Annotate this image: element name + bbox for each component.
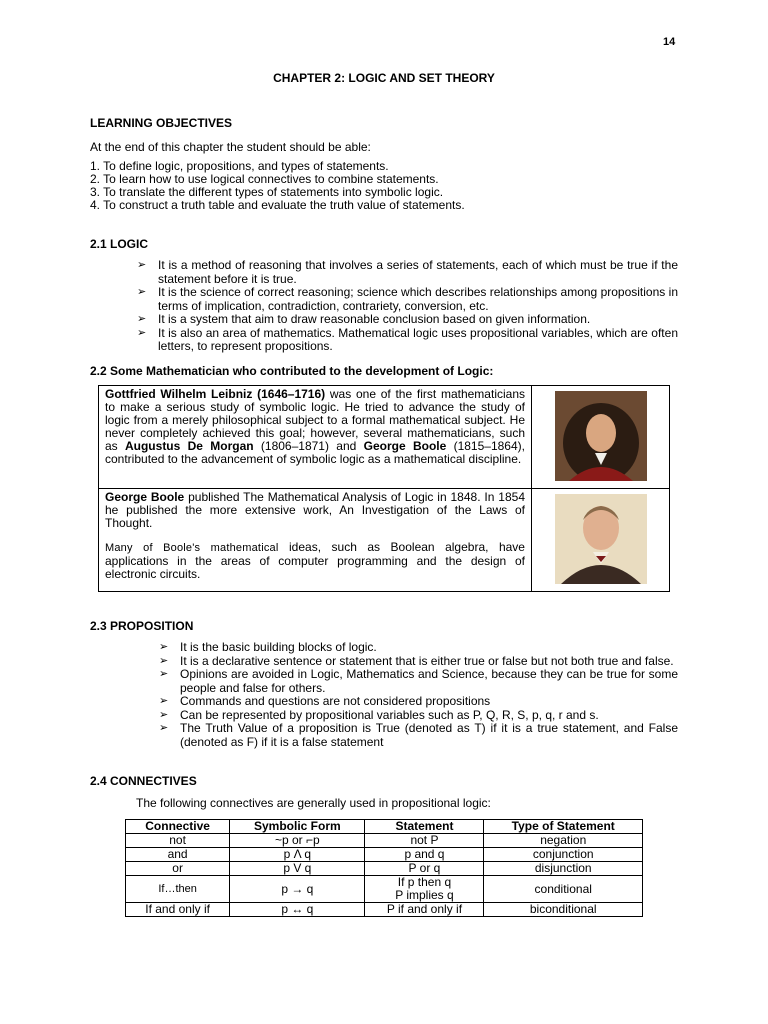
arrow-bullet-icon: ➢ xyxy=(159,641,169,653)
objectives-heading: LEARNING OBJECTIVES xyxy=(90,116,233,130)
mathematicians-table xyxy=(98,385,670,592)
boole-name: George Boole xyxy=(363,439,447,453)
logic-heading: 2.1 LOGIC xyxy=(90,237,149,251)
arrow-bullet-icon: ➢ xyxy=(137,259,147,271)
proposition-bullet xyxy=(159,655,678,669)
leibniz-text: Gottfried Wilhelm Leibniz (1646–1716) was one of the first mathematicians to make a serious study of symbolic logic. He tried to advance the study of logic from a merely philosophical subject to a formal mathematical subject. He never completely achieved this goal; however, several mathematicians, such as Augustus De Morgan (1806–1871) and George Boole (1815–1864), contributed to the advancement of symbolic logic as a mathematical discipline. xyxy=(99,386,532,489)
column-header: Symbolic Form xyxy=(230,820,365,834)
leibniz-portrait-image xyxy=(555,391,647,481)
table-row: not ~p or ⌐p not P negation xyxy=(126,834,643,848)
objectives-list xyxy=(90,160,680,212)
arrow-bullet-icon: ➢ xyxy=(159,654,169,667)
table-header-row xyxy=(126,820,643,834)
bullet-text: It is the science of correct reasoning; science which describes relationships among propositions in terms of implication, contradiction, contrariety, conversion, etc. xyxy=(158,285,678,313)
arrow-bullet-icon: ➢ xyxy=(159,668,169,680)
proposition-bullets xyxy=(159,641,678,749)
logic-bullet xyxy=(137,259,678,286)
objectives-intro: At the end of this chapter the student should be able: xyxy=(90,140,371,154)
arrow-bullet-icon: ➢ xyxy=(159,708,169,721)
objective-item: 4. To construct a truth table and evaluate the truth value of statements. xyxy=(90,198,465,212)
connectives-intro: The following connectives are generally used in propositional logic: xyxy=(136,796,491,810)
logic-bullet xyxy=(137,327,678,354)
arrow-bullet-icon: ➢ xyxy=(159,722,169,734)
column-header: Statement xyxy=(365,820,484,834)
leibniz-portrait-cell xyxy=(532,386,670,489)
boole-text: George Boole published The Mathematical Analysis of Logic in 1848. In 1854 he published the more extensive work, An Investigation of the Laws of Thought. Many of Boole's mathematical ideas, such as Boolean algebra, have applications in the areas of computer programming and the design of electronic circuits. xyxy=(99,489,532,592)
arrow-bullet-icon: ➢ xyxy=(137,286,147,298)
logic-bullet xyxy=(137,313,678,327)
boole-portrait-image xyxy=(555,494,647,584)
bullet-text: Opinions are avoided in Logic, Mathematics and Science, because they can be true for some people and false for others. xyxy=(180,667,678,695)
arrow-bullet-icon: ➢ xyxy=(159,695,169,707)
logic-bullet xyxy=(137,286,678,313)
proposition-bullet xyxy=(159,695,678,709)
leibniz-row xyxy=(99,386,670,489)
proposition-heading: 2.3 PROPOSITION xyxy=(90,619,194,633)
boole-row xyxy=(99,489,670,592)
boole-name: George Boole xyxy=(105,490,185,504)
column-header: Connective xyxy=(126,820,230,834)
proposition-bullet xyxy=(159,668,678,695)
boole-portrait-cell xyxy=(532,489,670,592)
proposition-bullet xyxy=(159,709,678,723)
objective-item: 3. To translate the different types of statements into symbolic logic. xyxy=(90,185,444,199)
column-header: Type of Statement xyxy=(484,820,643,834)
bullet-text: The Truth Value of a proposition is True (denoted as T) if it is a true statement, and False (denoted as F) if it is a false statement xyxy=(180,721,678,749)
proposition-bullet xyxy=(159,641,678,655)
bullet-text: It is a method of reasoning that involves a series of statements, each of which must be true if the statement before it is true. xyxy=(158,258,678,286)
page-number: 14 xyxy=(663,36,676,48)
bullet-text: Commands and questions are not considered propositions xyxy=(180,694,491,708)
learning-objectives xyxy=(90,117,680,212)
proposition-bullet xyxy=(159,722,678,749)
chapter-title: CHAPTER 2: LOGIC AND SET THEORY xyxy=(273,71,495,85)
bullet-text: It is also an area of mathematics. Mathematical logic uses propositional variables, which are often letters, to represent propositions. xyxy=(158,325,678,353)
table-row: or p V q P or q disjunction xyxy=(126,862,643,876)
arrow-bullet-icon: ➢ xyxy=(137,313,147,325)
leibniz-name: Gottfried Wilhelm Leibniz (1646–1716) xyxy=(105,387,326,401)
table-row: If…then p → q If p then q P implies q conditional xyxy=(126,876,643,903)
connectives-heading: 2.4 CONNECTIVES xyxy=(90,774,197,788)
table-row: and p Λ q p and q conjunction xyxy=(126,848,643,862)
table-row: If and only if p ↔ q P if and only if biconditional xyxy=(126,903,643,917)
bullet-text: Can be represented by propositional variables such as P, Q, R, S, p, q, r and s. xyxy=(180,707,599,722)
objective-item: 2. To learn how to use logical connectives to combine statements. xyxy=(90,172,439,186)
bullet-text: It is the basic building blocks of logic. xyxy=(180,640,377,654)
bullet-text: It is a declarative sentence or statement that is either true or false but not both true and false. xyxy=(180,653,674,668)
de-morgan-name: Augustus De Morgan xyxy=(124,439,254,453)
connectives-table xyxy=(125,819,643,917)
mathematicians-heading: 2.2 Some Mathematician who contributed to the development of Logic: xyxy=(90,364,494,378)
objective-item: 1. To define logic, propositions, and types of statements. xyxy=(90,159,389,173)
arrow-bullet-icon: ➢ xyxy=(137,326,147,339)
logic-bullets xyxy=(137,259,678,354)
bullet-text: It is a system that aim to draw reasonable conclusion based on given information. xyxy=(158,312,591,326)
